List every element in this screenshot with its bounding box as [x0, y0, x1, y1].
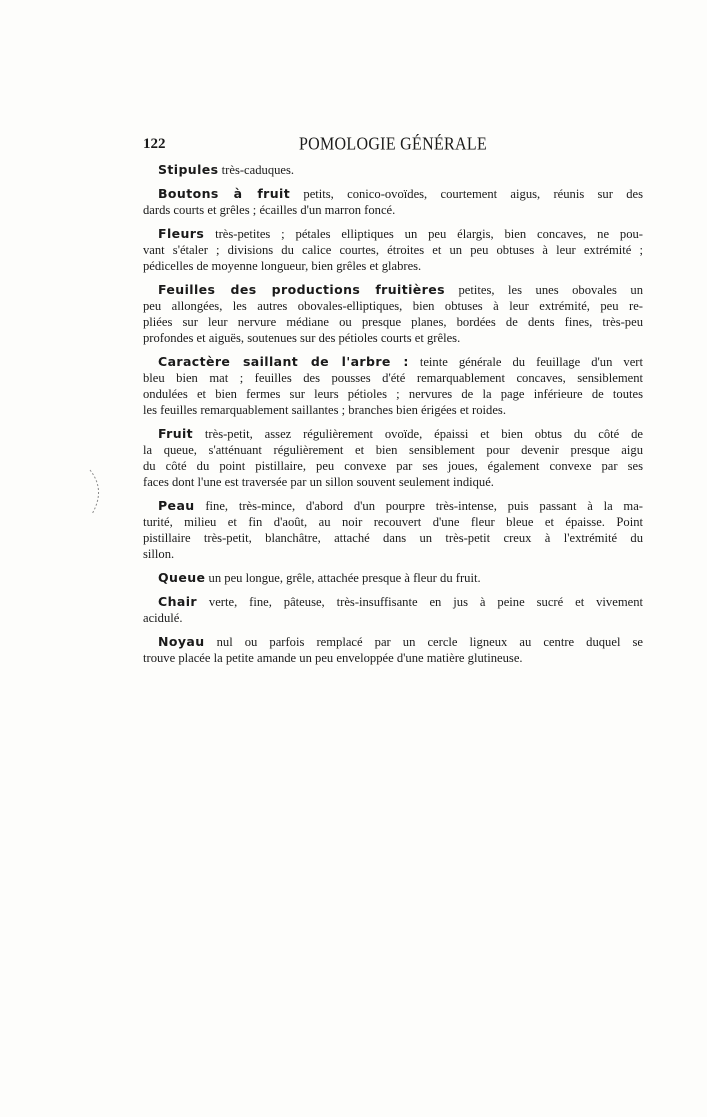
text-line [143, 458, 643, 474]
text-line [143, 650, 643, 666]
text-line [143, 634, 643, 650]
paragraph-lead-term: Feuilles des productions fruitières [158, 282, 445, 297]
paragraph-lead-term: Stipules [158, 162, 219, 177]
line-text: bleu bien mat ; feuilles des pousses d'été remarquablement concaves, sensiblement [143, 371, 643, 385]
line-text: très-petites ; pétales elliptiques un peu élargis, bien concaves, ne pou- [204, 227, 643, 241]
text-line [143, 226, 643, 242]
line-text: faces dont l'une est traversée par un sillon souvent seulement indiqué. [143, 475, 494, 489]
text-line [143, 594, 643, 610]
line-text: pliées sur leur nervure médiane ou presque planes, bordées de dents fines, très-peu [143, 315, 643, 329]
line-text: du côté du point pistillaire, peu convexe par ses joues, également convexe par ses [143, 459, 643, 473]
line-text: sillon. [143, 547, 175, 561]
text-line [143, 186, 643, 202]
paragraph-lead-term: Queue [158, 570, 206, 585]
description-paragraph [143, 354, 643, 418]
line-text: la queue, s'atténuant régulièrement et bien sensiblement pour devenir presque aigu [143, 443, 643, 457]
text-line [143, 202, 643, 218]
line-text: teinte générale du feuillage d'un vert [408, 355, 643, 369]
running-header [143, 136, 643, 156]
text-line [143, 258, 643, 274]
paragraph-lead-term: Peau [158, 498, 195, 513]
line-text: un peu longue, grêle, attachée presque à fleur du fruit. [205, 571, 481, 585]
text-line [143, 330, 643, 346]
line-text: petits, conico-ovoïdes, courtement aigus, réunis sur des [290, 187, 643, 201]
paragraph-lead-term: Chair [158, 594, 197, 609]
text-line [143, 546, 643, 562]
text-line [143, 282, 643, 298]
running-title: POMOLOGIE GÉNÉRALE [298, 135, 488, 154]
text-line [143, 298, 643, 314]
line-text: fine, très-mince, d'abord d'un pourpre très-intense, puis passant à la ma- [194, 499, 643, 513]
text-line [143, 402, 643, 418]
line-text: trouve placée la petite amande un peu enveloppée d'une matière glutineuse. [143, 651, 523, 665]
description-paragraph [143, 162, 643, 178]
text-line [143, 386, 643, 402]
line-text: pédicelles de moyenne longueur, bien grêles et glabres. [143, 259, 422, 273]
paragraph-lead-term: Fleurs [158, 226, 205, 241]
line-text: turité, milieu et fin d'août, au noir recouvert d'une fleur bleue et épaisse. Point [143, 515, 643, 529]
page-body [143, 162, 643, 674]
paragraph-lead-term: Boutons à fruit [158, 186, 291, 201]
description-paragraph [143, 282, 643, 346]
text-line [143, 530, 643, 546]
description-paragraph [143, 498, 643, 562]
text-line [143, 314, 643, 330]
line-text: ondulées et bien fermes sur leurs pétioles ; nervures de la page inférieure de toutes [143, 387, 643, 401]
description-paragraph [143, 594, 643, 626]
paragraph-lead-term: Caractère saillant de l'arbre : [158, 354, 409, 369]
text-line [143, 570, 643, 586]
text-line [143, 370, 643, 386]
line-text: verte, fine, pâteuse, très-insuffisante en jus à peine sucré et vivement [196, 595, 643, 609]
description-paragraph [143, 186, 643, 218]
line-text: vant s'étaler ; divisions du calice courtes, étroites et un peu obtuses à leur extrémité ; [143, 243, 643, 257]
description-paragraph [143, 570, 643, 586]
description-paragraph [143, 634, 643, 666]
line-text: très-petit, assez régulièrement ovoïde, épaissi et bien obtus du côté de [193, 427, 643, 441]
paragraph-lead-term: Noyau [158, 634, 205, 649]
line-text: pistillaire très-petit, blanchâtre, attaché dans un très-petit creux à l'extrémité du [143, 531, 643, 545]
line-text: les feuilles remarquablement saillantes ; branches bien érigées et roides. [143, 403, 506, 417]
text-line [143, 242, 643, 258]
text-line [143, 498, 643, 514]
line-text: peu allongées, les autres obovales-elliptiques, bien obtuses à leur extrémité, peu re- [143, 299, 643, 313]
line-text: dards courts et grêles ; écailles d'un marron foncé. [143, 203, 396, 217]
paragraph-lead-term: Fruit [158, 426, 194, 441]
text-line [143, 354, 643, 370]
description-paragraph [143, 226, 643, 274]
line-text: petites, les unes obovales un [444, 283, 644, 297]
text-line [143, 474, 643, 490]
text-line [143, 610, 643, 626]
page-number: 122 [143, 136, 166, 152]
text-line [143, 426, 643, 442]
line-text: nul ou parfois remplacé par un cercle ligneux au centre duquel se [204, 635, 643, 649]
line-text: acidulé. [143, 611, 183, 625]
scan-margin-mark [80, 468, 110, 518]
line-text: profondes et aiguës, soutenues sur des pétioles courts et grêles. [143, 331, 461, 345]
line-text: très-caduques. [218, 163, 295, 177]
description-paragraph [143, 426, 643, 490]
text-line [143, 162, 643, 178]
text-line [143, 514, 643, 530]
text-line [143, 442, 643, 458]
